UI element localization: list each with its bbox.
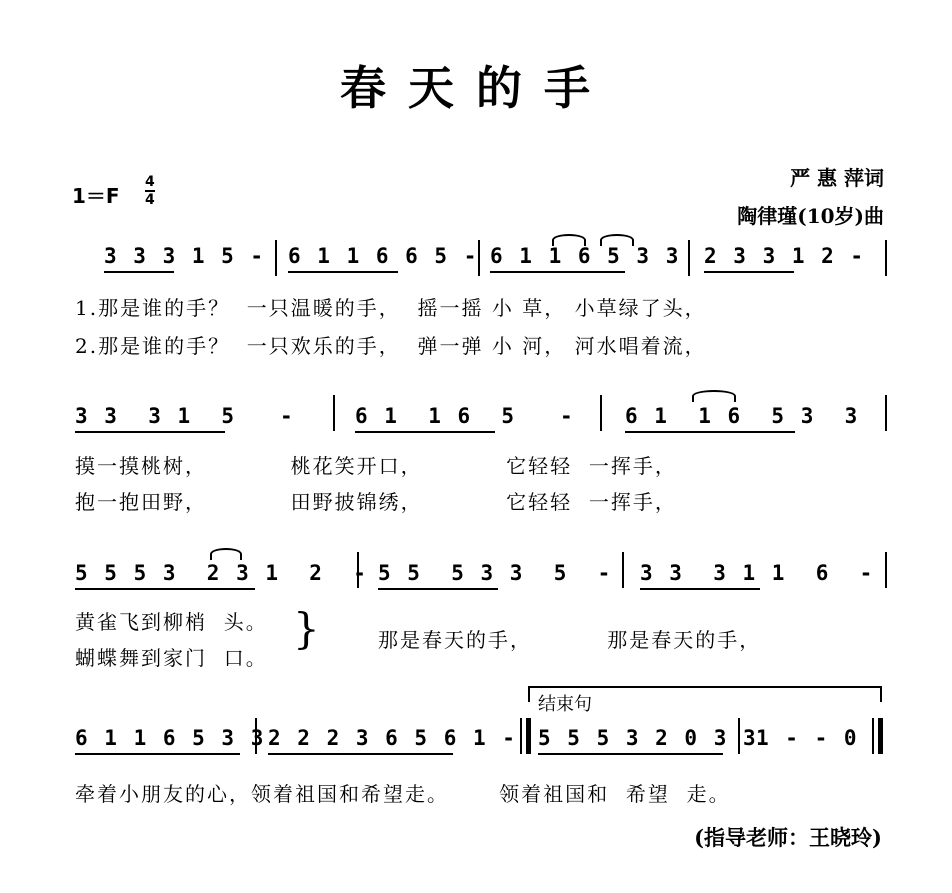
time-signature-top: 4 [145,174,155,190]
measure: 5 5 5 3 3 5 - [378,561,613,585]
beam [538,753,723,755]
measure: 6 1 1 6 6 5 - [288,244,479,268]
measure: 1 - - 0 [756,726,859,750]
beam [490,271,625,273]
lyricist-credit: 严 惠 萍词 [790,166,884,190]
final-bar-line [872,718,874,754]
lyric-verse-2: 2.那是谁的手？ 一只欢乐的手， 弹一弹 小 河， 河水唱着流， [75,334,707,358]
repeat-bar-line [526,718,531,754]
time-signature [145,175,155,207]
measure: 3 3 3 1 5 - [104,244,266,268]
brace: } [293,604,320,653]
measure: 3 3 3 1 1 6 - [640,561,875,585]
measure: 5 5 5 3 2 3 1 2 - [75,561,368,585]
bar-line [688,240,690,276]
lyric-verse-1: 1.那是谁的手？ 一只温暖的手， 摇一摇 小 草， 小草绿了头， [75,296,707,320]
lyric-line: 牵着小朋友的心，领着祖国和希望走。 领着祖国和 希望 走。 [75,782,731,806]
measure: 5 5 5 3 2 0 3 3 [538,726,758,750]
measure: 6 1 1 6 5 3 3 [625,404,860,428]
measure: 2 3 3 1 2 - [704,244,866,268]
time-signature-bottom: 4 [145,192,155,208]
beam [104,271,174,273]
slur [210,548,242,560]
chorus-lyric: 那是春天的手， 那是春天的手， [378,628,762,652]
measure: 6 1 1 6 5 3 3 [75,726,266,750]
composer-credit: 陶律瑾(10岁)曲 [737,204,884,228]
bar-line [622,552,624,588]
beam [75,753,240,755]
lyric-verse-1: 摸一摸桃树， 桃花笑开口， 它轻轻 一挥手， [75,454,677,478]
bar-line [885,240,887,276]
bar-line [600,395,602,431]
teacher-credit: (指导老师：王晓玲) [694,825,882,850]
beam [378,588,498,590]
repeat-bar-line [520,718,522,754]
measure: 3 3 3 1 5 - [75,404,295,428]
beam [268,753,453,755]
ending-label: 结束句 [538,694,592,715]
bar-line [885,395,887,431]
bar-line [885,552,887,588]
song-title: 春天的手 [340,61,612,115]
measure: 6 1 1 6 5 - [355,404,575,428]
bar-line [275,240,277,276]
beam [625,431,795,433]
beam [355,431,495,433]
lyric-verse-1: 黄雀飞到柳梢 头。 [75,610,268,634]
lyric-verse-2: 蝴蝶舞到家门 口。 [75,646,268,670]
key-signature: 1＝F [72,184,120,208]
slur [600,234,634,246]
bar-line [333,395,335,431]
slur [692,390,736,402]
beam [704,271,794,273]
measure: 2 2 2 3 6 5 6 1 - [268,726,517,750]
beam [288,271,398,273]
measure: 6 1 1 6 5 3 3 [490,244,681,268]
beam [75,588,255,590]
lyric-verse-2: 抱一抱田野， 田野披锦绣， 它轻轻 一挥手， [75,490,677,514]
beam [75,431,225,433]
beam [640,588,760,590]
final-bar-line [878,718,883,754]
slur [552,234,586,246]
